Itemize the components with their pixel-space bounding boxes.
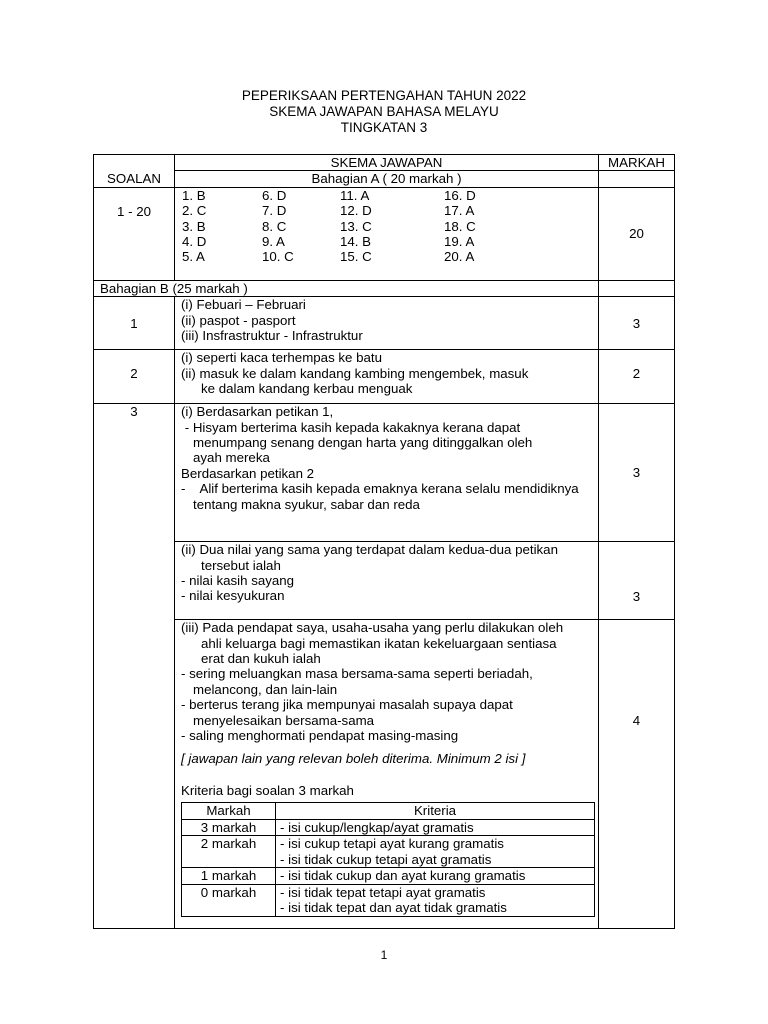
answer-cell: 15. C (340, 249, 372, 265)
criteria-line: - isi tidak tepat tetapi ayat gramatis (280, 884, 486, 900)
q2-line-3: ke dalam kandang kerbau menguak (201, 381, 413, 397)
section-a-title: Bahagian A ( 20 markah ) (175, 171, 599, 187)
criteria-markah: 1 markah (182, 868, 276, 885)
criteria-table (181, 802, 595, 917)
section-b-title: Bahagian B (25 markah ) (94, 280, 599, 296)
criteria-kriteria (276, 868, 595, 885)
answer-cell: 8. C (262, 218, 287, 234)
answer-cell: 7. D (262, 203, 287, 219)
q3-part2-line-2: tersebut ialah (201, 557, 281, 573)
criteria-header-markah: Markah (182, 803, 276, 820)
criteria-row (182, 884, 595, 916)
q3-part1-line-2: - Hisyam berterima kasih kepada kakaknya kerana dapat (181, 419, 521, 435)
q3-part3-line-8: - saling menghormati pendapat masing-masing (181, 728, 459, 744)
answer-cell: 1. B (182, 187, 206, 203)
answer-cell: 2. C (182, 203, 207, 219)
q2-line-2: (ii) masuk ke dalam kandang kambing mengembek, masuk (181, 365, 529, 381)
criteria-row (182, 868, 595, 885)
answer-cell: 17. A (444, 203, 475, 219)
answer-row (182, 203, 598, 218)
criteria-line: - isi tidak cukup tetapi ayat gramatis (280, 851, 492, 867)
answer-row (182, 234, 598, 249)
q1-line-1: (i) Febuari – Februari (181, 297, 306, 313)
q3-part3-line-5: melancong, dan lain-lain (193, 681, 338, 697)
q3-part2-marks: 3 (599, 542, 675, 620)
q3-part2-line-4: - nilai kesyukuran (181, 588, 285, 604)
q3-part3-line-3: erat dan kukuh ialah (201, 651, 321, 667)
criteria-kriteria (276, 836, 595, 868)
criteria-line: - isi cukup tetapi ayat kurang gramatis (280, 836, 504, 852)
answer-grid (182, 188, 598, 265)
q3-part3-line-2: ahli keluarga bagi memastikan ikatan kekeluargaan sentiasa (201, 635, 557, 651)
answer-row (182, 219, 598, 234)
document-header (0, 88, 768, 136)
criteria-line: - isi tidak tepat dan ayat tidak gramatis (280, 900, 507, 916)
answer-row (182, 188, 598, 203)
section-a-answers (175, 187, 599, 280)
q2-marks: 2 (599, 350, 675, 404)
section-a-marks: 20 (599, 187, 675, 280)
q3-part1-line-5: Berdasarkan petikan 2 (181, 465, 315, 481)
answer-cell: 14. B (340, 234, 372, 250)
answer-cell: 16. D (444, 187, 476, 203)
q3-part1-line-6: - Alif berterima kasih kepada emaknya kerana selalu mendidiknya (181, 481, 579, 497)
col-header-markah: MARKAH (599, 155, 675, 171)
q3-part2-answer (175, 542, 599, 620)
q1-marks: 3 (599, 297, 675, 350)
answer-cell: 9. A (262, 234, 285, 250)
criteria-header-kriteria: Kriteria (276, 803, 595, 820)
criteria-row (182, 819, 595, 836)
q3-part1-line-4: ayah mereka (193, 450, 270, 466)
criteria-markah: 3 markah (182, 819, 276, 836)
answer-cell: 5. A (182, 249, 205, 265)
q1-number: 1 (94, 297, 175, 350)
col-header-soalan: SOALAN (94, 155, 175, 188)
criteria-markah: 2 markah (182, 836, 276, 868)
q2-number: 2 (94, 350, 175, 404)
answer-cell: 10. C (262, 249, 294, 265)
answer-cell: 12. D (340, 203, 372, 219)
q3-part1-marks: 3 (599, 404, 675, 542)
answer-cell: 4. D (182, 234, 207, 250)
answer-cell: 20. A (444, 249, 475, 265)
q3-part1-answer (175, 404, 599, 542)
form-title: TINGKATAN 3 (340, 120, 428, 135)
criteria-line: - isi tidak cukup dan ayat kurang gramatis (280, 868, 526, 884)
q3-part1-line-1: (i) Berdasarkan petikan 1, (181, 404, 334, 420)
q3-part3-answer (175, 620, 599, 929)
criteria-row (182, 836, 595, 868)
answer-cell: 6. D (262, 187, 287, 203)
q3-part3-line-4: - sering meluangkan masa bersama-sama seperti beriadah, (181, 666, 533, 682)
answer-cell: 13. C (340, 218, 372, 234)
q3-part3-note: [ jawapan lain yang relevan boleh diterima. Minimum 2 isi ] (181, 751, 526, 767)
answer-cell: 18. C (444, 218, 476, 234)
q1-answer (175, 297, 599, 350)
q3-part3-line-7: menyelesaikan bersama-sama (193, 712, 375, 728)
q3-part1-line-7: tentang makna syukur, sabar dan reda (193, 496, 420, 512)
page-number: 1 (380, 948, 388, 962)
q1-line-3: (iii) Insfrastruktur - Infrastruktur (181, 328, 363, 344)
answer-cell: 3. B (182, 218, 206, 234)
q3-part2-line-1: (ii) Dua nilai yang sama yang terdapat dalam kedua-dua petikan (181, 542, 558, 558)
exam-title: PEPERIKSAAN PERTENGAHAN TAHUN 2022 (241, 88, 527, 103)
criteria-title: Kriteria bagi soalan 3 markah (181, 782, 354, 798)
q3-part2-line-3: - nilai kasih sayang (181, 573, 295, 589)
q3-part1-line-3: menumpang senang dengan harta yang ditinggalkan oleh (193, 435, 533, 451)
q2-line-1: (i) seperti kaca terhempas ke batu (181, 350, 383, 366)
answer-scheme-table (93, 154, 675, 929)
q3-part3-line-6: - berterus terang jika mempunyai masalah supaya dapat (181, 697, 513, 713)
col-header-skema: SKEMA JAWAPAN (175, 155, 599, 171)
answer-row (182, 249, 598, 264)
q3-number: 3 (94, 404, 175, 929)
answer-cell: 19. A (444, 234, 475, 250)
criteria-kriteria (276, 819, 595, 836)
section-a-range: 1 - 20 (94, 187, 175, 280)
criteria-line: - isi cukup/lengkap/ayat gramatis (280, 819, 474, 835)
q3-part3-line-1: (iii) Pada pendapat saya, usaha-usaha yang perlu dilakukan oleh (181, 620, 564, 636)
criteria-markah: 0 markah (182, 884, 276, 916)
q1-line-2: (ii) paspot - pasport (181, 312, 296, 328)
criteria-kriteria (276, 884, 595, 916)
scheme-title: SKEMA JAWAPAN BAHASA MELAYU (269, 104, 499, 119)
q2-answer (175, 350, 599, 404)
answer-cell: 11. A (340, 187, 370, 203)
q3-part3-marks: 4 (599, 620, 675, 929)
